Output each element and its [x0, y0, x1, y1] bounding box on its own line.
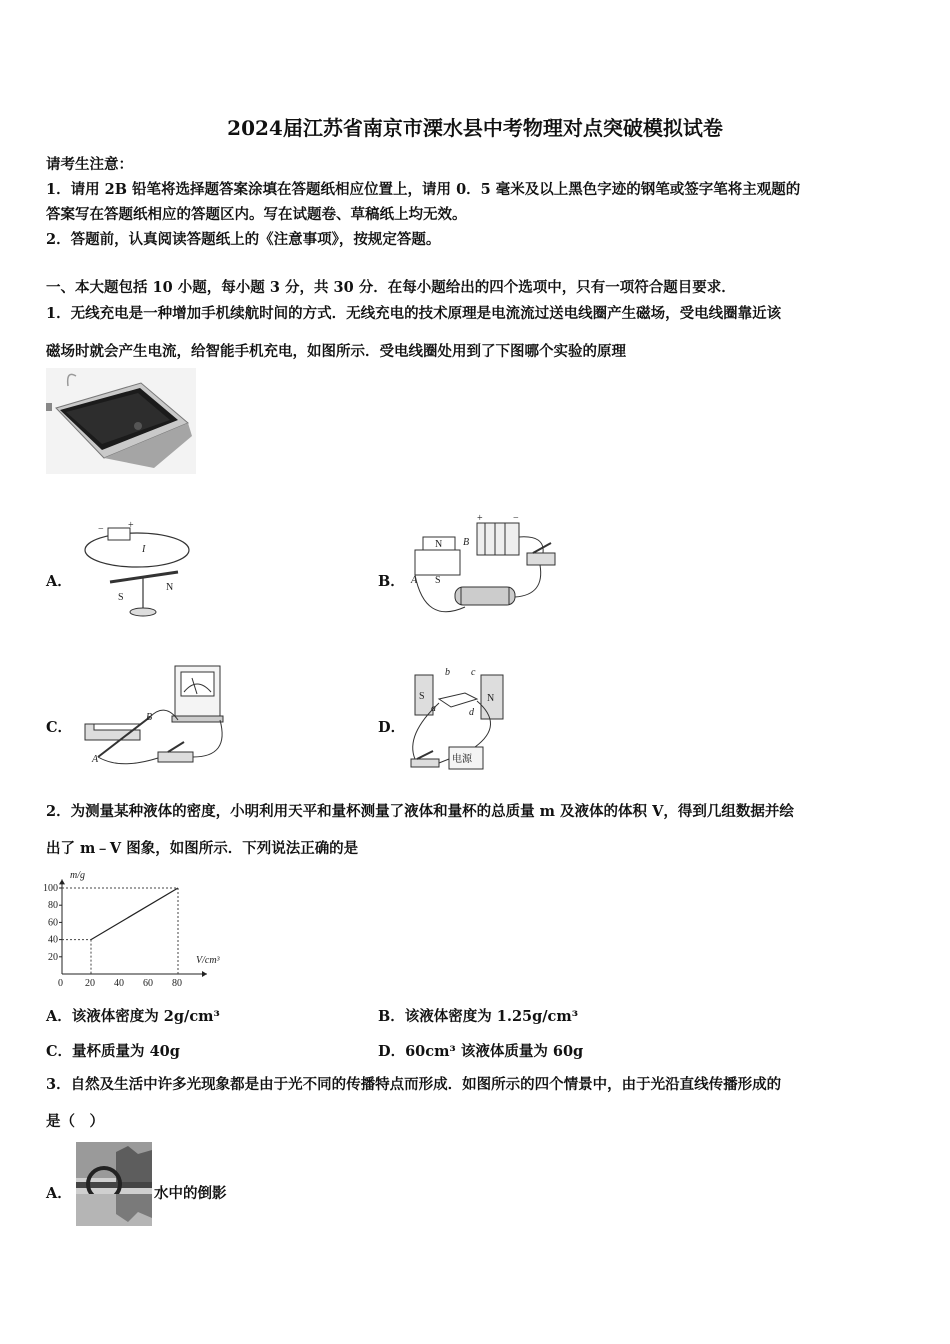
- a-current-label: I: [142, 544, 146, 555]
- q1-option-d-figure: [405, 665, 520, 775]
- a-s-label: S: [118, 592, 124, 603]
- wireless-charger-image: [46, 368, 196, 474]
- q3-option-a-label[interactable]: A．: [46, 1185, 72, 1202]
- q3-text-a: 3．自然及生活中许多光现象都是由于光不同的传播特点而形成．如图所示的四个情景中，由于光沿直线传播形成的: [46, 1076, 782, 1093]
- x-tick-label: 40: [114, 978, 124, 989]
- q2-option-a[interactable]: A．该液体密度为 2g/cm³: [46, 1008, 220, 1025]
- a-minus-label: −: [98, 524, 104, 535]
- a-n-label: N: [166, 582, 174, 593]
- q2-option-d[interactable]: D．60cm³ 该液体质量为 60g: [378, 1043, 584, 1060]
- y-tick-label: 40: [48, 934, 58, 946]
- q3-option-a-reflection-image: [76, 1142, 152, 1226]
- d-a-label: a: [431, 703, 436, 714]
- y-tick-label: 60: [48, 917, 58, 929]
- a-plus-label: +: [128, 520, 134, 531]
- q3-text-b: 是（ ）: [46, 1113, 104, 1130]
- series-line: [91, 888, 178, 940]
- q2-mv-chart: [43, 866, 246, 989]
- b-plus-label: +: [477, 513, 483, 524]
- q2-text-b: 出了 m﹣V 图象，如图所示．下列说法正确的是: [46, 840, 359, 857]
- q3-option-a-caption: 水中的倒影: [154, 1185, 227, 1202]
- section-1-heading: 一、本大题包括 10 小题，每小题 3 分，共 30 分．在每小题给出的四个选项中，只有一项符合题目要求．: [46, 279, 736, 296]
- chart-xlabel: V/cm³: [196, 955, 220, 966]
- b-s-label: S: [435, 575, 441, 586]
- q1-text-a: 1．无线充电是一种增加手机续航时间的方式．无线充电的技术原理是电流流过送电线圈产生磁场，受电线圈靠近该: [46, 305, 782, 322]
- b-minus-label: −: [513, 513, 519, 524]
- b-a-label: A: [411, 575, 418, 586]
- x-tick-label: 20: [85, 978, 95, 989]
- notice-line-1a: 1．请用 2B 铅笔将选择题答案涂填在答题纸相应位置上，请用 0．5 毫米及以上黑色字迹的钢笔或签字笔将主观题的: [46, 181, 801, 198]
- d-n-label: N: [487, 693, 495, 704]
- b-n-label: N: [435, 539, 443, 550]
- q1-option-c-label[interactable]: C．: [46, 719, 73, 736]
- b-b-label: B: [463, 537, 470, 548]
- d-b-label: b: [445, 667, 450, 678]
- chart-ylabel: m/g: [70, 870, 85, 881]
- c-b-label: B: [146, 712, 153, 723]
- q2-option-c[interactable]: C．量杯质量为 40g: [46, 1043, 180, 1060]
- page-title: 2024届江苏省南京市溧水县中考物理对点突破模拟试卷: [227, 116, 723, 140]
- q1-option-c-figure: [80, 662, 245, 772]
- d-power-label: 电源: [452, 754, 472, 765]
- q2-text-a: 2．为测量某种液体的密度，小明利用天平和量杯测量了液体和量杯的总质量 m 及液体的体积 V，得到几组数据并绘: [46, 803, 794, 820]
- notice-heading: 请考生注意：: [46, 156, 133, 173]
- notice-line-1b: 答案写在答题纸相应的答题区内。写在试题卷、草稿纸上均无效。: [46, 206, 467, 223]
- q2-option-b[interactable]: B．该液体密度为 1.25g/cm³: [378, 1008, 579, 1025]
- q1-option-b-figure: [405, 515, 565, 640]
- q1-text-b: 磁场时就会产生电流，给智能手机充电，如图所示．受电线圈处用到了下图哪个实验的原理: [46, 343, 626, 360]
- y-tick-label: 100: [43, 883, 58, 894]
- d-d-label: d: [469, 707, 474, 718]
- d-c-label: c: [471, 667, 476, 678]
- q1-option-a-label[interactable]: A．: [46, 573, 72, 590]
- x-tick-label: 80: [172, 978, 182, 989]
- q1-option-a-figure: [80, 520, 195, 625]
- y-axis-arrow: [59, 879, 65, 884]
- y-tick-label: 20: [48, 951, 58, 963]
- notice-line-2: 2．答题前，认真阅读答题纸上的《注意事项》，按规定答题。: [46, 231, 441, 248]
- x-axis-arrow: [202, 971, 207, 977]
- y-tick-label: 80: [48, 900, 58, 912]
- x-tick-label: 0: [58, 978, 63, 989]
- x-tick-label: 60: [143, 978, 153, 989]
- q1-option-d-label[interactable]: D．: [378, 719, 406, 736]
- d-s-label: S: [419, 691, 425, 702]
- c-a-label: A: [92, 754, 99, 765]
- q1-option-b-label[interactable]: B．: [378, 573, 405, 590]
